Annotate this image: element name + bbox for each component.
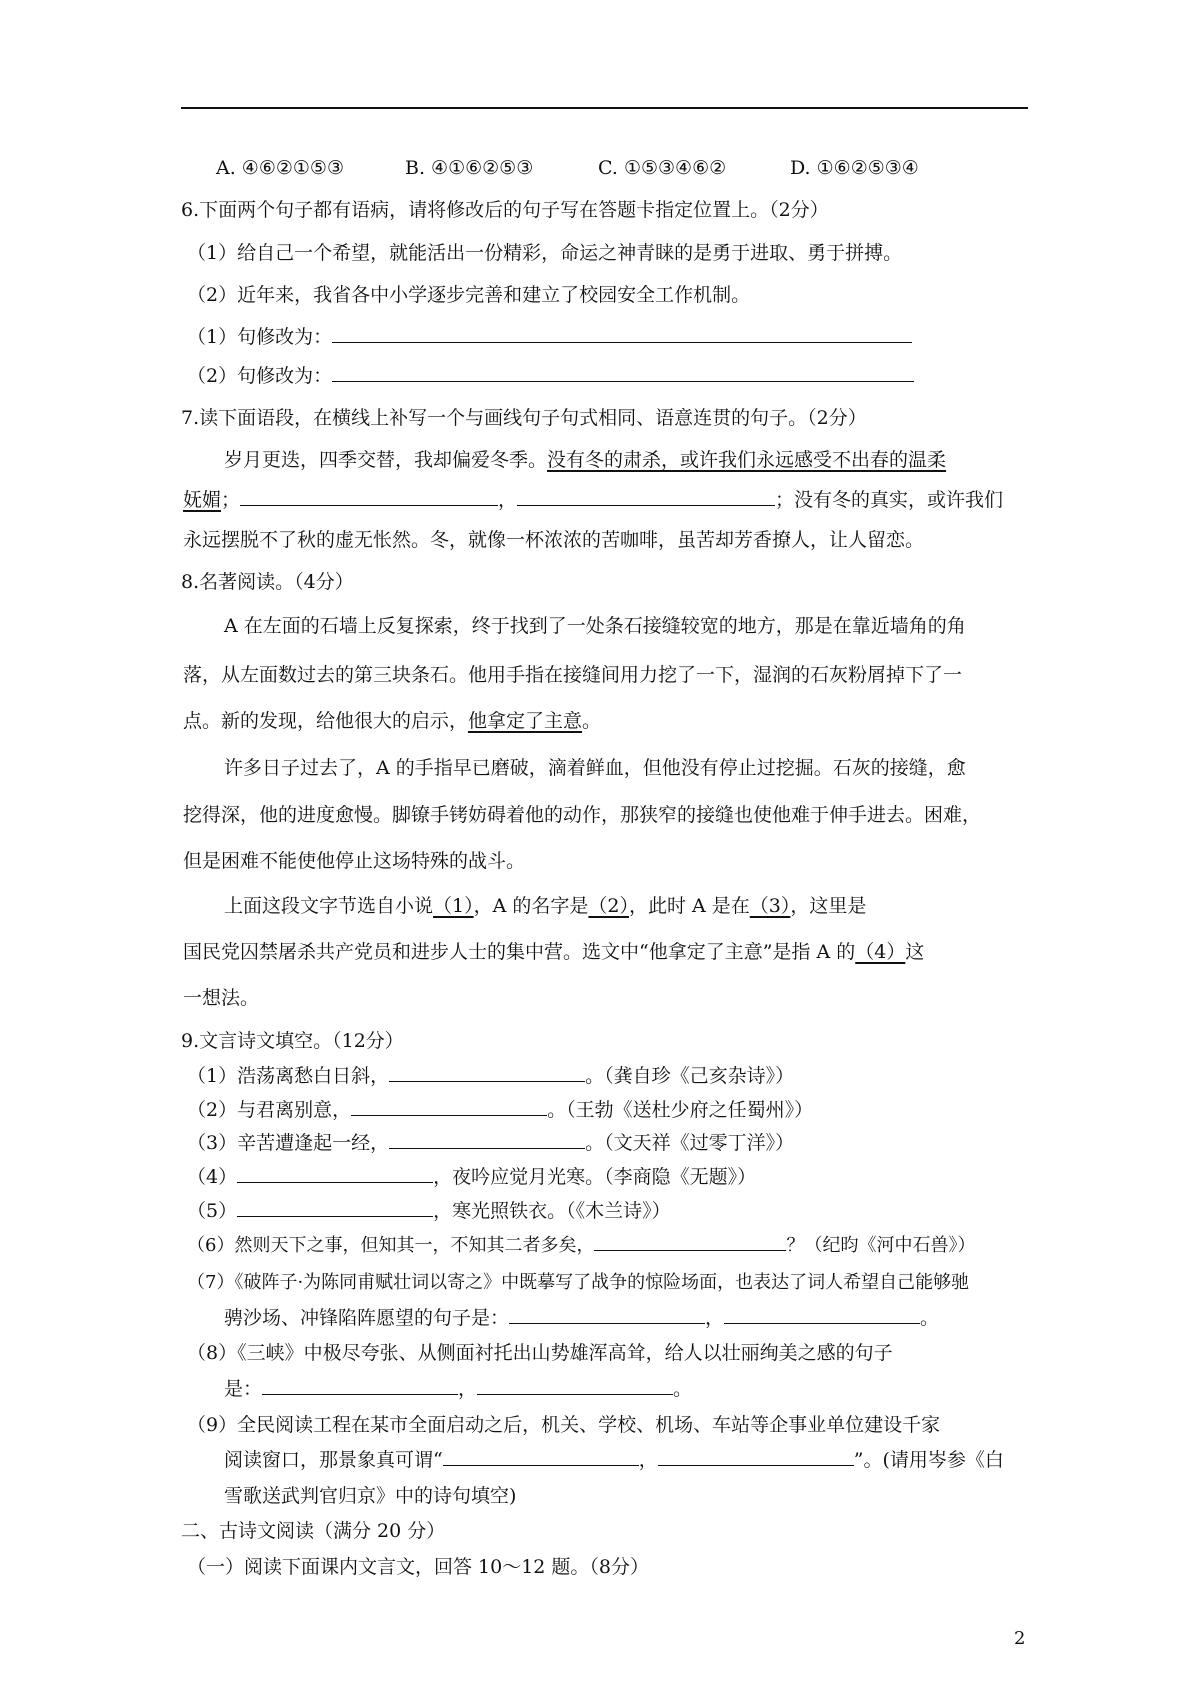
q9-stem: 9.文言诗文填空。（12分） — [181, 1030, 404, 1052]
q9-item-9-blank-2[interactable] — [658, 1447, 854, 1466]
q8-p3-text-d: ，这里是 — [790, 895, 867, 917]
q7-stem: 7.读下面语段，在横线上补写一个与画线句子句式相同、语意连贯的句子。（2分） — [181, 407, 867, 429]
q9-item-7-end: 。 — [920, 1307, 940, 1329]
header-rule — [181, 107, 1028, 109]
q9-item-2-blank[interactable] — [351, 1097, 547, 1116]
q8-p2-line-2: 挖得深，他的进度愈慢。脚镣手铐妨碍着他的动作，那狭窄的接缝也使他难于伸手进去。困难， — [183, 804, 982, 826]
q8-p3-text-c: ，此时 A 是在 — [628, 895, 750, 917]
q9-item-8-blank-1[interactable] — [262, 1376, 458, 1395]
q6-answer-2-blank[interactable] — [332, 363, 914, 382]
q5-option-d: D. ①⑥②⑤③④ — [790, 157, 919, 179]
q9-item-5-blank[interactable] — [237, 1198, 433, 1217]
q6-sentence-1: （1）给自己一个希望，就能活出一份精彩，命运之神青睐的是勇于进取、勇于拼搏。 — [187, 242, 903, 264]
q9-item-4-blank[interactable] — [237, 1164, 433, 1183]
q8-underlined-phrase: 他拿定了主意 — [468, 710, 583, 732]
q9-item-1-blank[interactable] — [389, 1063, 585, 1082]
q8-blank-4[interactable]: （4） — [855, 941, 906, 963]
q9-item-9-line-3: 雪歌送武判官归京》中的诗句填空) — [224, 1485, 517, 1507]
q8-p1-line-3 — [183, 708, 601, 734]
q9-item-8-line-2 — [224, 1376, 692, 1402]
q9-item-5 — [187, 1198, 671, 1224]
q7-underlined-sentence: 没有冬的肃杀，或许我们永远感受不出春的温柔 — [547, 449, 947, 471]
q9-item-9-line-2 — [224, 1447, 1004, 1473]
q9-item-6-blank[interactable] — [594, 1232, 786, 1251]
section-2-title: 二、古诗文阅读（满分 20 分） — [181, 1520, 446, 1542]
q9-item-1-source: 。（龚自珍《己亥杂诗》） — [585, 1065, 795, 1087]
q9-item-7-blank-1[interactable] — [509, 1305, 705, 1324]
q8-p2-line-1: 许多日子过去了，A 的手指早已磨破，滴着鲜血，但他没有停止过挖掘。石灰的接缝，愈 — [224, 757, 966, 779]
q7-line-1 — [224, 447, 946, 473]
q9-item-1 — [187, 1063, 794, 1089]
q9-item-1-text: （1）浩荡离愁白日斜， — [187, 1065, 390, 1087]
q6-answer-1-label: （1）句修改为： — [187, 326, 333, 348]
q6-stem: 6.下面两个句子都有语病，请将修改后的句子写在答题卡指定位置上。（2分） — [181, 199, 829, 221]
q9-item-9-comma: ， — [638, 1449, 658, 1471]
q9-item-9-end: ”。(请用岑参《白 — [853, 1449, 1004, 1471]
q7-comma: ， — [498, 489, 518, 511]
q7-line-2-text: ；没有冬的真实，或许我们 — [775, 489, 1004, 511]
q5-option-a: A. ④⑥②①⑤③ — [216, 157, 344, 179]
q8-p1-line-1: A 在左面的石墙上反复探索，终于找到了一处条石接缝较宽的地方，那是在靠近墙角的角 — [224, 615, 966, 637]
q6-sentence-2: （2）近年来，我省各中小学逐步完善和建立了校园安全工作机制。 — [187, 284, 751, 306]
q9-item-3 — [187, 1130, 794, 1156]
q9-item-8-line-1: （8）《三峡》中极尽夸张、从侧面衬托出山势雄浑高耸，给人以壮丽绚美之感的句子 — [187, 1342, 893, 1364]
q9-item-2-text: （2）与君离别意， — [187, 1099, 352, 1121]
q8-p3-line-1 — [224, 893, 866, 919]
q8-p3-text-f: 这 — [905, 941, 925, 963]
section-2-subtitle: （一）阅读下面课内文言文，回答 10～12 题。（8分） — [187, 1556, 650, 1578]
q9-item-7-line-1: （7）《破阵子·为陈同甫赋壮词以寄之》中既摹写了战争的惊险场面，也表达了词人希望自己能够驰 — [187, 1272, 970, 1293]
q7-blank-2[interactable] — [517, 487, 775, 506]
q6-answer-2-label: （2）句修改为： — [187, 365, 333, 387]
q9-item-8-blank-2[interactable] — [477, 1376, 673, 1395]
q9-item-9-line-1: （9）全民阅读工程在某市全面启动之后，机关、学校、机场、车站等企事业单位建设千家 — [187, 1414, 941, 1436]
q9-item-4-source: ，夜吟应觉月光寒。（李商隐《无题》） — [433, 1166, 757, 1188]
q7-line-1-text: 岁月更迭，四季交替，我却偏爱冬季。 — [224, 449, 548, 471]
q8-p3-text-b: ，A 的名字是 — [473, 895, 589, 917]
q5-option-b: B. ④①⑥②⑤③ — [405, 157, 534, 179]
q8-stem: 8.名著阅读。（4分） — [181, 571, 354, 593]
q8-blank-1[interactable]: （1） — [433, 895, 474, 917]
q7-line-2 — [183, 487, 1003, 513]
q9-item-9-blank-1[interactable] — [443, 1447, 639, 1466]
q9-item-6 — [187, 1232, 975, 1259]
q6-answer-1 — [187, 324, 912, 350]
page-number: 2 — [1014, 1628, 1026, 1649]
q9-item-5-text: （5） — [187, 1200, 238, 1222]
q7-underlined-end: 妩媚 — [183, 489, 222, 511]
q9-item-9-text: 阅读窗口，那景象真可谓“ — [224, 1449, 443, 1471]
q9-item-4-text: （4） — [187, 1166, 238, 1188]
q9-item-3-blank[interactable] — [389, 1130, 585, 1149]
q6-answer-1-blank[interactable] — [332, 324, 912, 343]
q9-item-6-source: ？（纪昀《河中石兽》） — [786, 1235, 976, 1256]
q9-item-8-end: 。 — [673, 1378, 693, 1400]
q9-item-7-blank-2[interactable] — [724, 1305, 920, 1324]
q9-item-3-text: （3）辛苦遭逢起一经， — [187, 1132, 390, 1154]
q9-item-4 — [187, 1164, 756, 1190]
q8-p3-text-e: 国民党囚禁屠杀共产党员和进步人士的集中营。选文中“他拿定了主意”是指 A 的 — [183, 941, 856, 963]
q9-item-7-text: 骋沙场、冲锋陷阵愿望的句子是： — [224, 1307, 510, 1329]
q7-blank-1[interactable] — [240, 487, 498, 506]
q7-semicolon: ； — [221, 489, 241, 511]
q9-item-5-source: ，寒光照铁衣。（《木兰诗》） — [433, 1200, 671, 1222]
q9-item-8-comma: ， — [458, 1378, 478, 1400]
q8-p3-text-a: 上面这段文字节选自小说 — [224, 895, 434, 917]
q9-item-6-text: （6）然则天下之事，但知其一，不知其二者多矣， — [187, 1235, 595, 1256]
q8-p3-line-2 — [183, 939, 924, 965]
q9-item-3-source: 。（文天祥《过零丁洋》） — [585, 1132, 795, 1154]
q8-p1-line-3-end: 。 — [582, 710, 602, 732]
q7-line-3: 永远摆脱不了秋的虚无怅然。冬，就像一杯浓浓的苦咖啡，虽苦却芳香撩人，让人留恋。 — [183, 529, 925, 551]
q9-item-7-line-2 — [224, 1305, 939, 1331]
q9-item-8-text: 是： — [224, 1378, 263, 1400]
q8-p3-line-3: 一想法。 — [183, 987, 260, 1009]
q9-item-2-source: 。（王勃《送杜少府之任蜀州》） — [547, 1099, 814, 1121]
q8-p1-line-3-text: 点。新的发现，给他很大的启示， — [183, 710, 469, 732]
q8-p2-line-3: 但是困难不能使他停止这场特殊的战斗。 — [183, 850, 526, 872]
q5-option-c: C. ①⑤③④⑥② — [598, 157, 727, 179]
q8-blank-2[interactable]: （2） — [588, 895, 629, 917]
q9-item-7-comma: ， — [705, 1307, 725, 1329]
q8-p1-line-2: 落，从左面数过去的第三块条石。他用手指在接缝间用力挖了一下，湿润的石灰粉屑掉下了一 — [183, 664, 963, 686]
q9-item-2 — [187, 1097, 813, 1123]
q6-answer-2 — [187, 363, 914, 389]
q8-blank-3[interactable]: （3） — [749, 895, 791, 917]
